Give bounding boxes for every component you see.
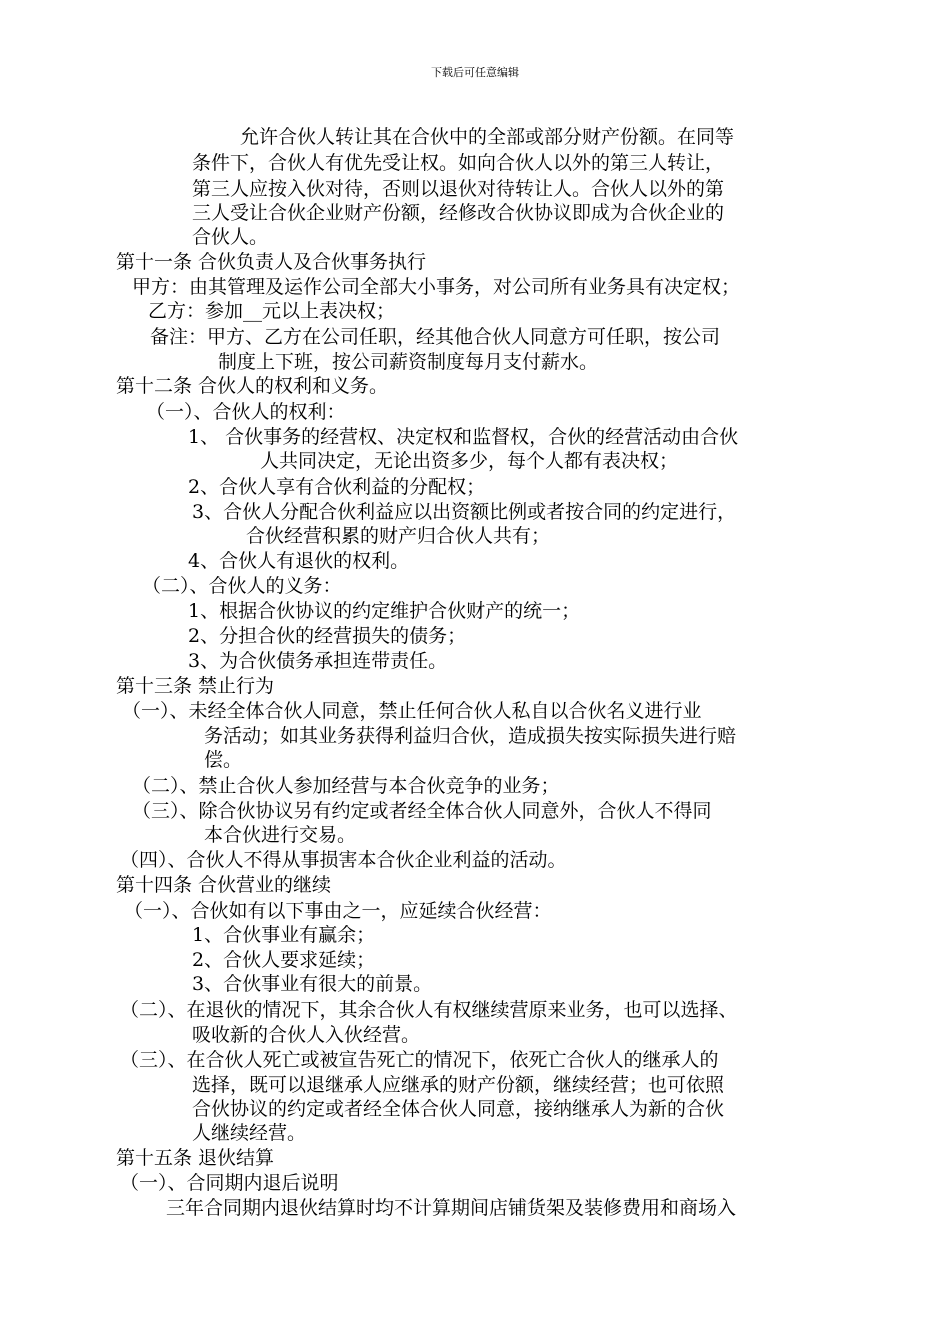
text-line: 制度上下班，按公司薪资制度每月支付薪水。 xyxy=(218,351,599,373)
text-line: 1、根据合伙协议的约定维护合伙财产的统一； xyxy=(188,600,581,622)
text-line: 人共同决定，无论出资多少，每个人都有表决权； xyxy=(260,450,679,472)
text-line: 2、合伙人享有合伙利益的分配权； xyxy=(188,476,486,498)
text-line: 3、合伙人分配合伙利益应以出资额比例或者按合同的约定进行， xyxy=(192,501,737,523)
text-line: 条件下，合伙人有优先受让权。如向合伙人以外的第三人转让， xyxy=(192,152,725,174)
text-line: （一）、合同期内退后说明 xyxy=(120,1172,339,1194)
text-line: 合伙协议的约定或者经全体合伙人同意，接纳继承人为新的合伙 xyxy=(192,1098,725,1120)
text-line: （一）、合伙如有以下事由之一，应延续合伙经营： xyxy=(124,900,552,922)
text-line: 2、合伙人要求延续； xyxy=(192,949,376,971)
text-line: （一）、未经全体合伙人同意，禁止任何合伙人私自以合伙名义进行业 xyxy=(122,700,702,722)
text-line: 备注：甲方、乙方在公司任职，经其他合伙人同意方可任职，按公司 xyxy=(150,326,721,348)
text-line: （二）、禁止合伙人参加经营与本合伙竞争的业务； xyxy=(132,775,560,797)
text-line: 选择，既可以退继承人应继承的财产份额，继续经营；也可依照 xyxy=(192,1074,725,1096)
text-line: 允许合伙人转让其在合伙中的全部或部分财产份额。在同等 xyxy=(240,126,735,148)
text-line: 3、合伙事业有很大的前景。 xyxy=(192,973,433,995)
text-line: 三人受让合伙企业财产份额，经修改合伙协议即成为合伙企业的 xyxy=(192,202,725,224)
text-line: 吸收新的合伙人入伙经营。 xyxy=(192,1024,421,1046)
text-line: 第三人应按入伙对待，否则以退伙对待转让人。合伙人以外的第 xyxy=(192,178,725,200)
text-line: （二）、在退伙的情况下，其余合伙人有权继续营原来业务，也可以选择、 xyxy=(120,999,738,1021)
text-line: （二）、合伙人的义务： xyxy=(142,575,342,597)
text-line: 4、合伙人有退伙的权利。 xyxy=(188,550,410,572)
text-line: （四）、合伙人不得从事损害本合伙企业利益的活动。 xyxy=(120,849,567,871)
article-heading: 第十二条 合伙人的权利和义务。 xyxy=(116,375,389,397)
article-heading: 第十四条 合伙营业的继续 xyxy=(116,874,332,896)
article-heading: 第十三条 禁止行为 xyxy=(116,675,275,697)
text-line: 3、为合伙债务承担连带责任。 xyxy=(188,650,448,672)
text-line: （一）、合伙人的权利： xyxy=(146,401,346,423)
text-line: （三）、在合伙人死亡或被宣告死亡的情况下，依死亡合伙人的继承人的 xyxy=(120,1049,719,1071)
text-line: 合伙经营积累的财产归合伙人共有； xyxy=(246,525,551,547)
text-line: （三）、除合伙协议另有约定或者经全体合伙人同意外，合伙人不得同 xyxy=(132,800,712,822)
text-line: 甲方：由其管理及运作公司全部大小事务，对公司所有业务具有决定权； xyxy=(132,276,741,298)
text-line: 偿。 xyxy=(204,749,243,771)
text-line: 本合伙进行交易。 xyxy=(204,824,357,846)
page-header: 下载后可任意编辑 xyxy=(431,66,519,79)
text-line: 1、 合伙事务的经营权、决定权和监督权，合伙的经营活动由合伙 xyxy=(188,426,739,448)
article-heading: 第十一条 合伙负责人及合伙事务执行 xyxy=(116,251,427,273)
text-line: 人继续经营。 xyxy=(192,1122,307,1144)
text-line: 2、分担合伙的经营损失的债务； xyxy=(188,625,467,647)
text-line: 合伙人。 xyxy=(192,226,269,248)
article-heading: 第十五条 退伙结算 xyxy=(116,1147,275,1169)
text-line: 1、合伙事业有赢余； xyxy=(192,924,376,946)
text-line: 乙方：参加__元以上表决权； xyxy=(148,300,396,322)
text-line: 务活动；如其业务获得利益归合伙，造成损失按实际损失进行赔 xyxy=(204,725,737,747)
text-line: 三年合同期内退伙结算时均不计算期间店铺货架及装修费用和商场入 xyxy=(166,1197,737,1219)
